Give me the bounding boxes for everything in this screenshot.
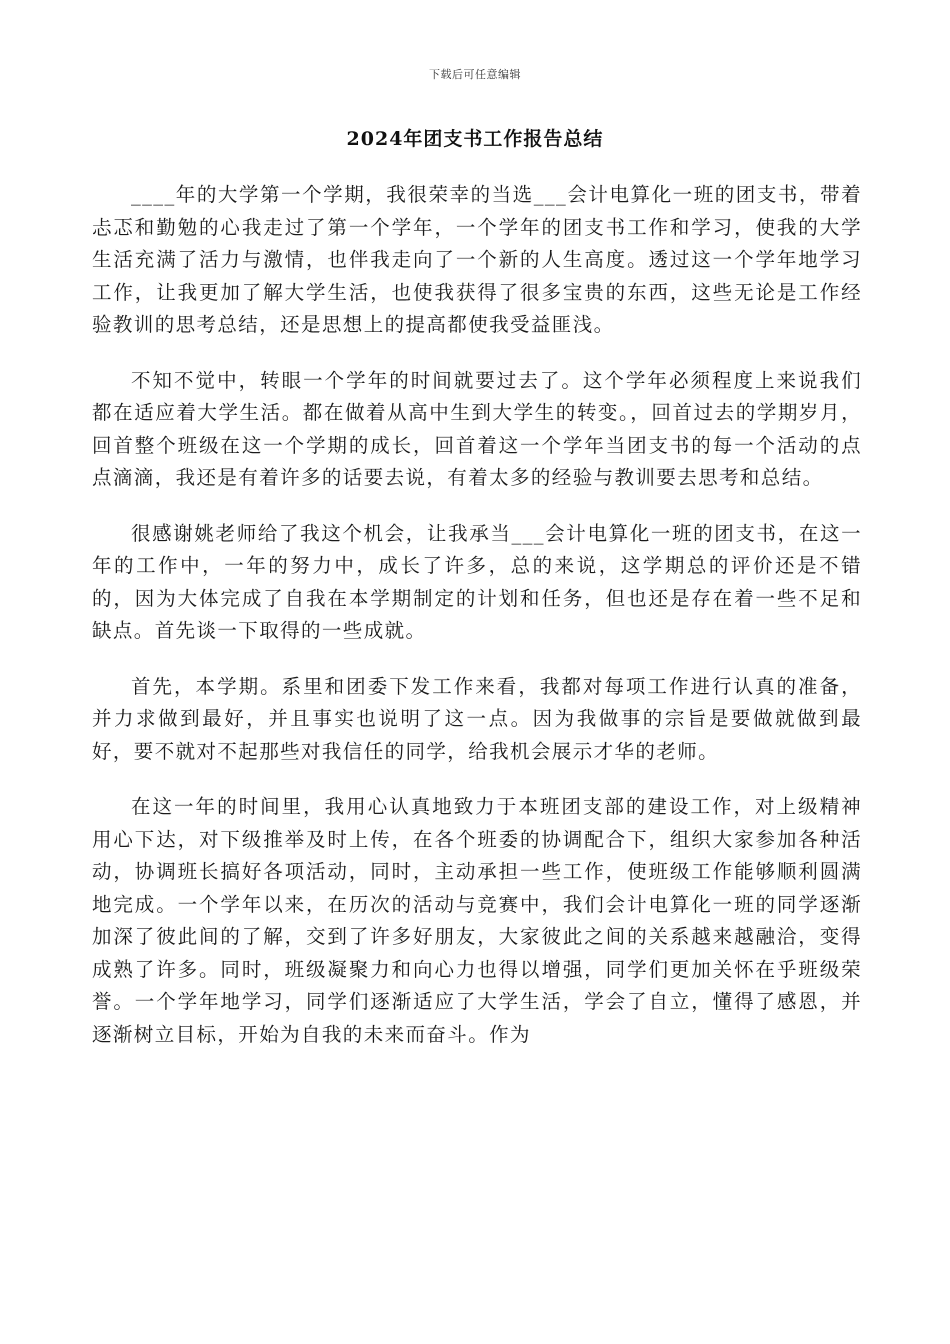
header-note: 下载后可任意编辑: [429, 68, 521, 81]
paragraph-1: ____年的大学第一个学期，我很荣幸的当选___会计电算化一班的团支书，带着忐忑和勤勉的心我走过了第一个学年，一个学年的团支书工作和学习，使我的大学生活充满了活力与激情，也伴我走向了一个新的人生高度。透过这一个学年地学习工作，让我更加了解大学生活，也使我获得了很多宝贵的东西，这些无论是工作经验教训的思考总结，还是思想上的提高都使我受益匪浅。: [92, 183, 862, 336]
document-body: [92, 179, 862, 1074]
paragraph-2: 不知不觉中，转眼一个学年的时间就要过去了。这个学年必须程度上来说我们都在适应着大学生活。都在做着从高中生到大学生的转变。，回首过去的学期岁月，回首整个班级在这一个学期的成长，回首着这一个学年当团支书的每一个活动的点点滴滴，我还是有着许多的话要去说，有着太多的经验与教训要去思考和总结。: [92, 368, 862, 489]
paragraph-4: 首先，本学期。系里和团委下发工作来看，我都对每项工作进行认真的准备，并力求做到最好，并且事实也说明了这一点。因为我做事的宗旨是要做就做到最好，要不就对不起那些对我信任的同学，给我机会展示才华的老师。: [92, 674, 862, 763]
paragraph-5: 在这一年的时间里，我用心认真地致力于本班团支部的建设工作，对上级精神用心下达，对下级推举及时上传，在各个班委的协调配合下，组织大家参加各种活动，协调班长搞好各项活动，同时，主动承担一些工作，使班级工作能够顺利圆满地完成。一个学年以来，在历次的活动与竞赛中，我们会计电算化一班的同学逐渐加深了彼此间的了解，交到了许多好朋友，大家彼此之间的关系越来越融洽，变得成熟了许多。同时，班级凝聚力和向心力也得以增强，同学们更加关怀在乎班级荣誉。一个学年地学习，同学们逐渐适应了大学生活，学会了自立，懂得了感恩，并逐渐树立目标，开始为自我的未来而奋斗。作为: [92, 795, 862, 1046]
document-title: 2024年团支书工作报告总结: [346, 128, 604, 150]
paragraph-3: 很感谢姚老师给了我这个机会，让我承当___会计电算化一班的团支书，在这一年的工作中，一年的努力中，成长了许多，总的来说，这学期总的评价还是不错的，因为大体完成了自我在本学期制定的计划和任务，但也还是存在着一些不足和缺点。首先谈一下取得的一些成就。: [92, 521, 862, 642]
